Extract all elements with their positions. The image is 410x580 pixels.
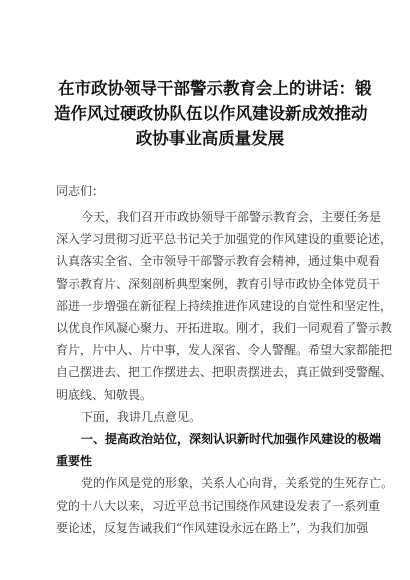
paragraph-opening [56, 206, 393, 406]
paragraph-section-1 [56, 472, 394, 539]
paragraph-line: 下面，我讲几点意见。 [81, 409, 202, 424]
paragraph-line: 要论述，反复告诫我们“作风建设永远在路上”，为我们加强 [56, 520, 369, 535]
heading-line: 重要性 [56, 454, 93, 469]
paragraph-line: 警示教育片、深刻剖析典型案例，教育引导市政协全体党员干 [56, 276, 381, 291]
paragraph-line: 明底线、知敬畏。 [56, 387, 153, 402]
heading-line: 一、提高政治站位，深刻认识新时代加强作风建设的极端 [81, 432, 382, 447]
paragraph-line: 今天，我们召开市政协领导干部警示教育会，主要任务是 [81, 210, 382, 224]
title-line-2: 造作风过硬政协队伍以作风建设新成效推动 [54, 104, 368, 123]
greeting: 同志们： [56, 184, 105, 198]
paragraph-line: 深入学习贯彻习近平总书记关于加强党的作风建设的重要论述， [56, 232, 393, 247]
document-title [54, 76, 372, 151]
paragraph-transition [56, 406, 360, 428]
paragraph-line: 育片，片中人、片中事，发人深省、令人警醒。希望大家都能把 [56, 343, 393, 358]
section-heading-1 [56, 428, 382, 472]
paragraph-line: 部进一步增强在新征程上持续推进作风建设的自觉性和坚定性， [56, 298, 393, 313]
title-line-1: 在市政协领导干部警示教育会上的讲话：锻 [58, 79, 372, 98]
paragraph-line: 自己摆进去、把工作摆进去、把职责摆进去，真正做到受警醒、 [56, 365, 393, 380]
paragraph-line: 党的十八大以来，习近平总书记围绕作风建设发表了一系列重 [56, 498, 381, 513]
title-line-3: 政协事业高质量发展 [135, 129, 285, 148]
paragraph-line: 认真落实全省、全市领导干部警示教育会精神，通过集中观看 [56, 254, 381, 269]
paragraph-line: 以优良作风凝心聚力、开拓进取。刚才，我们一同观看了警示教 [56, 321, 393, 336]
paragraph-line: 党的作风是党的形象，关系人心向背，关系党的生死存亡。 [81, 476, 394, 491]
